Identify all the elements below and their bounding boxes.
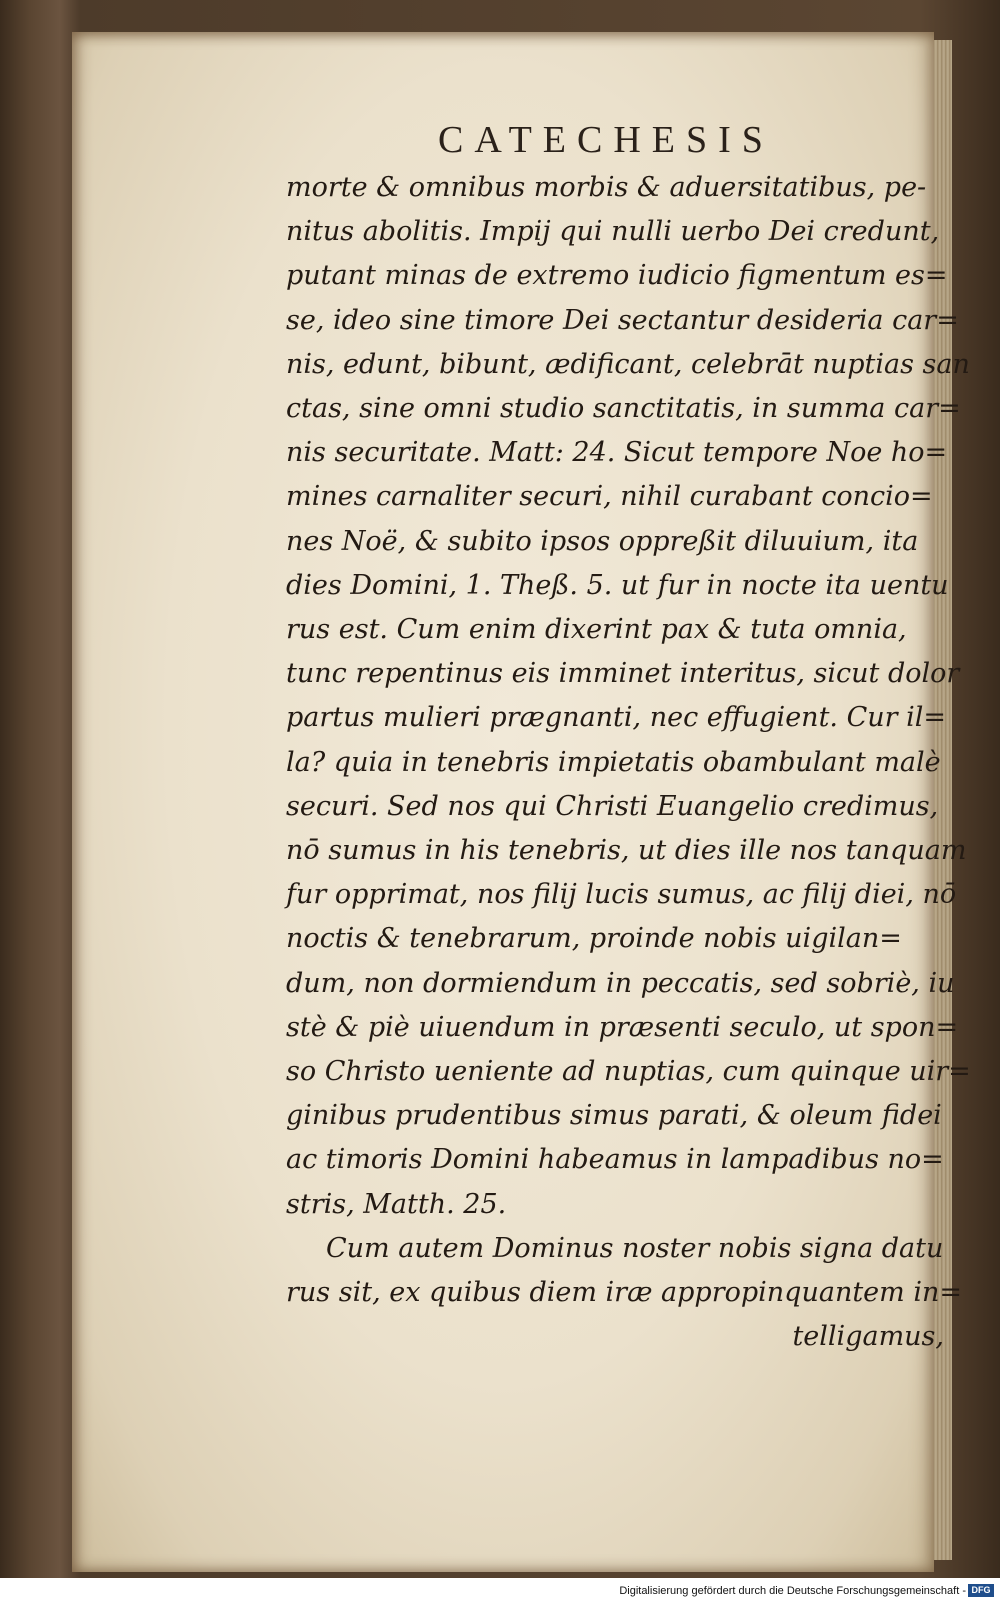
- text-line: morte & omnibus morbis & aduersitatibus, pe-: [286, 172, 927, 203]
- text-line: nis, edunt, bibunt, ædificant, celebrāt nuptias san: [286, 348, 970, 380]
- catchword: telligamus,: [792, 1321, 944, 1353]
- text-line: stè & piè uiuendum in præsenti seculo, ut spon=: [286, 1011, 959, 1043]
- running-head: CATECHESIS: [438, 119, 774, 161]
- text-line: rus sit, ex quibus diem iræ appropinquantem in=: [286, 1277, 962, 1309]
- text-line: dies Domini, 1. Theß. 5. ut fur in nocte ita uentu: [286, 569, 949, 601]
- text-line: tunc repentinus eis imminet interitus, sicut dolor: [286, 658, 960, 690]
- text-line: nis securitate. Matt: 24. Sicut tempore Noe ho=: [286, 437, 948, 469]
- text-line: nō sumus in his tenebris, ut dies ille nos tanquam: [286, 835, 967, 867]
- funding-notice: Digitalisierung gefördert durch die Deutsche Forschungsgemeinschaft -: [619, 1585, 966, 1597]
- text-line: se, ideo sine timore Dei sectantur desideria car=: [286, 304, 959, 336]
- body-text: [286, 166, 971, 1359]
- text-line: so Christo ueniente ad nuptias, cum quinque uir=: [286, 1056, 971, 1088]
- text-line: partus mulieri prægnanti, nec effugient. Cur il=: [286, 702, 947, 734]
- text-line: ctas, sine omni studio sanctitatis, in summa car=: [286, 393, 961, 425]
- dfg-logo: DFG: [968, 1584, 994, 1597]
- text-line: putant minas de extremo iudicio figmentum es=: [286, 260, 948, 292]
- text-line: mines carnaliter securi, nihil curabant concio=: [286, 481, 933, 513]
- text-line: fur opprimat, nos filij lucis sumus, ac filij diei, nō: [286, 879, 957, 911]
- paragraph-start-line: Cum autem Dominus noster nobis signa datu: [326, 1232, 944, 1264]
- text-line: nitus abolitis. Impij qui nulli uerbo Dei credunt,: [286, 216, 940, 248]
- text-line: ginibus prudentibus simus parati, & oleum fidei: [286, 1100, 942, 1132]
- text-line: noctis & tenebrarum, proinde nobis uigilan=: [286, 923, 902, 955]
- text-line: la? quia in tenebris impietatis obambulant malè: [286, 746, 941, 778]
- text-line: nes Noë, & subito ipsos oppreßit diluuium, ita: [286, 525, 919, 557]
- text-line: ac timoris Domini habeamus in lampadibus no=: [286, 1144, 944, 1176]
- text-line: securi. Sed nos qui Christi Euangelio credimus,: [286, 790, 939, 822]
- text-line: rus est. Cum enim dixerint pax & tuta omnia,: [286, 614, 907, 646]
- text-line: dum, non dormiendum in peccatis, sed sobriè, iu: [286, 967, 955, 999]
- text-line: stris, Matth. 25.: [286, 1188, 507, 1220]
